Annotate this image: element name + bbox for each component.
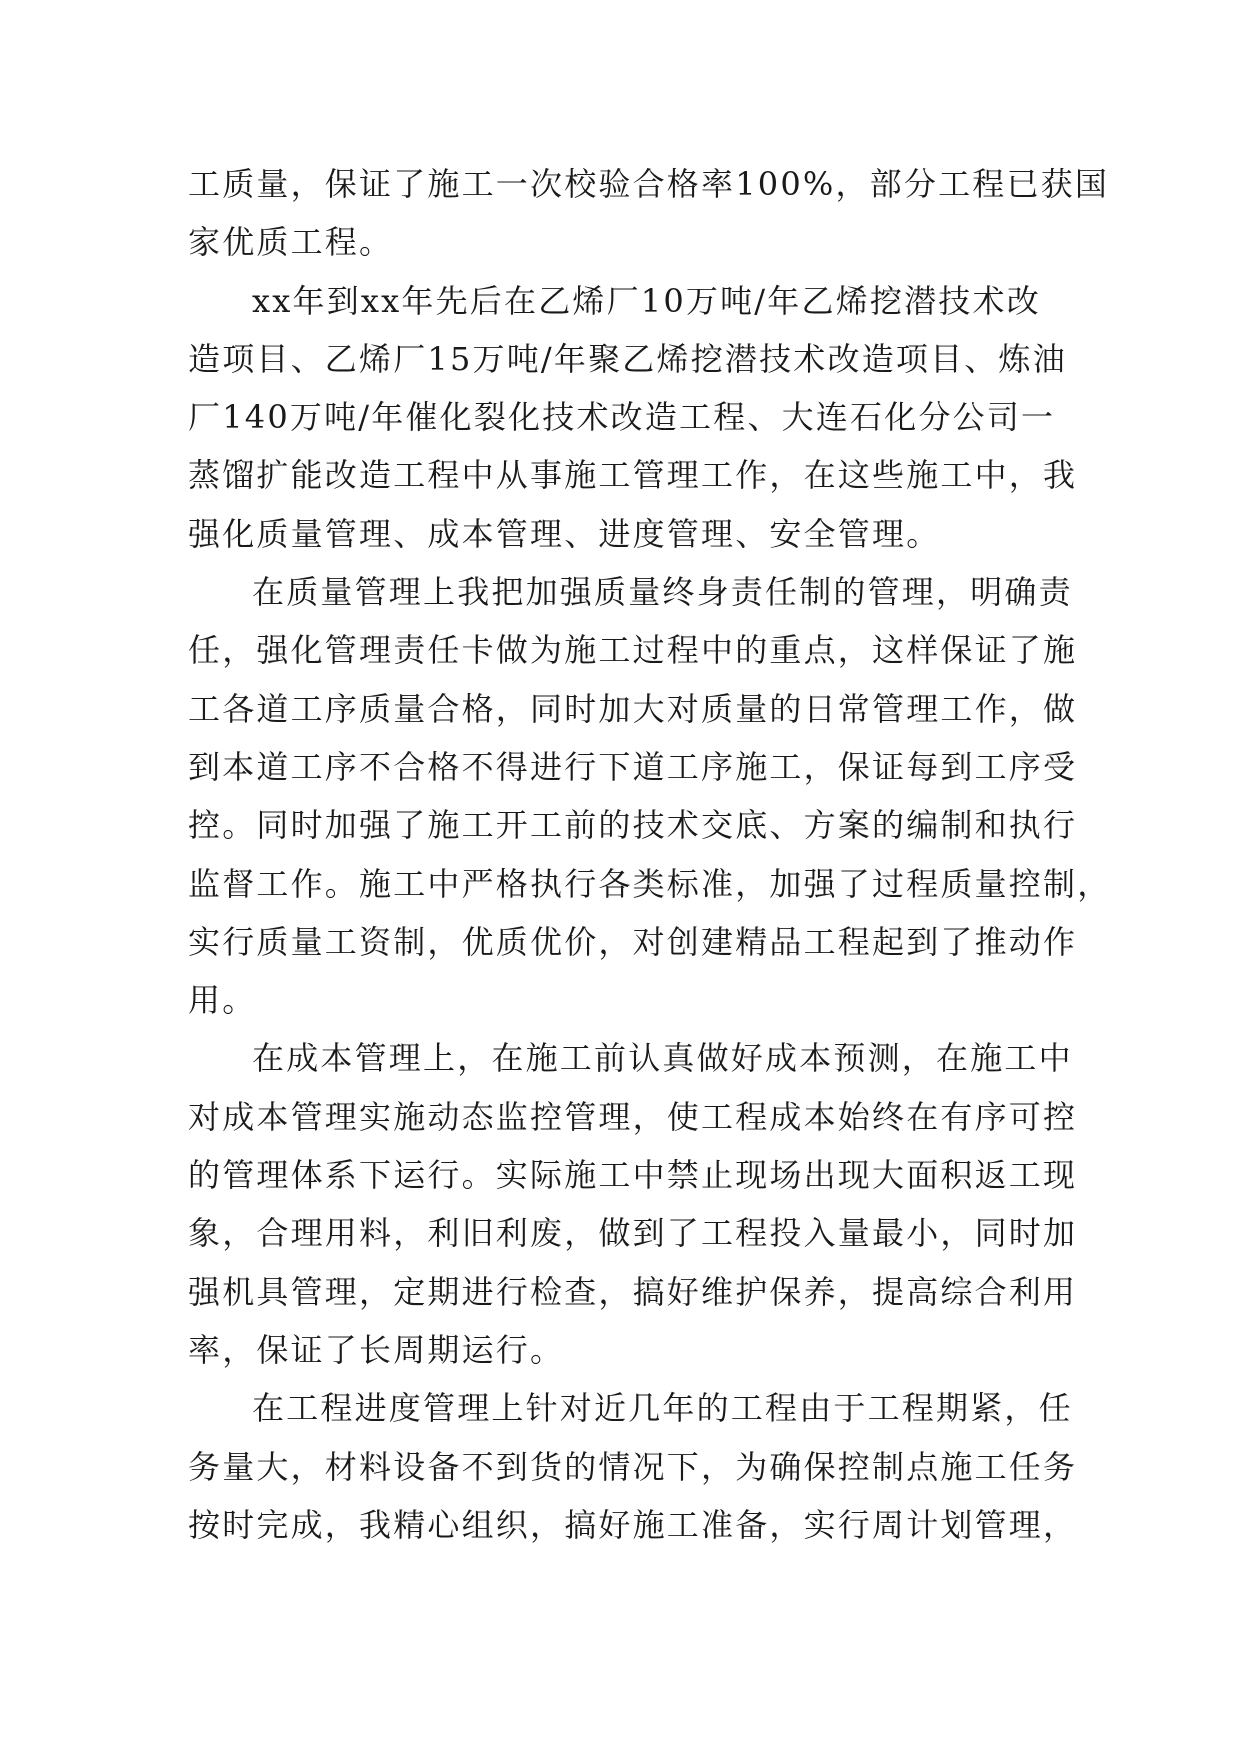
text-line: 的管理体系下运行。实际施工中禁止现场出现大面积返工现 (188, 1156, 1078, 1195)
text-line: 到本道工序不合格不得进行下道工序施工，保证每到工序受 (188, 747, 1078, 786)
text-line: 厂140万吨/年催化裂化技术改造工程、大连石化分公司一 (188, 398, 1056, 437)
text-line: 监督工作。施工中严格执行各类标准，加强了过程质量控制， (188, 864, 1112, 903)
text-line: 家优质工程。 (188, 223, 394, 262)
text-line: 用。 (188, 981, 257, 1020)
text-line: 在质量管理上我把加强质量终身责任制的管理，明确责 (252, 573, 1073, 612)
text-line: 象，合理用料，利旧利废，做到了工程投入量最小，同时加 (188, 1214, 1078, 1253)
text-line: 实行质量工资制，优质优价，对创建精品工程起到了推动作 (188, 922, 1078, 961)
text-line: 在工程进度管理上针对近几年的工程由于工程期紧，任 (252, 1389, 1073, 1428)
text-line: 工质量，保证了施工一次校验合格率100%，部分工程已获国 (188, 165, 1110, 203)
text-line: 在成本管理上，在施工前认真做好成本预测，在施工中 (252, 1039, 1073, 1078)
text-line: 任，强化管理责任卡做为施工过程中的重点，这样保证了施 (188, 631, 1078, 670)
text-line: 对成本管理实施动态监控管理，使工程成本始终在有序可控 (188, 1097, 1078, 1136)
text-line: xx年到xx年先后在乙烯厂10万吨/年乙烯挖潜技术改 (252, 281, 1041, 320)
text-line: 造项目、乙烯厂15万吨/年聚乙烯挖潜技术改造项目、炼油 (188, 339, 1067, 378)
text-line: 工各道工序质量合格，同时加大对质量的日常管理工作，做 (188, 689, 1078, 728)
text-line: 强化质量管理、成本管理、进度管理、安全管理。 (188, 514, 941, 553)
document-body (188, 155, 1112, 1554)
text-line: 强机具管理，定期进行检查，搞好维护保养，提高综合利用 (188, 1272, 1078, 1311)
text-line: 控。同时加强了施工开工前的技术交底、方案的编制和执行 (188, 806, 1078, 845)
text-line: 务量大，材料设备不到货的情况下，为确保控制点施工任务 (188, 1447, 1078, 1486)
text-line: 蒸馏扩能改造工程中从事施工管理工作，在这些施工中，我 (188, 456, 1078, 495)
text-line: 率，保证了长周期运行。 (188, 1330, 565, 1369)
text-line: 按时完成，我精心组织，搞好施工准备，实行周计划管理， (188, 1505, 1078, 1544)
